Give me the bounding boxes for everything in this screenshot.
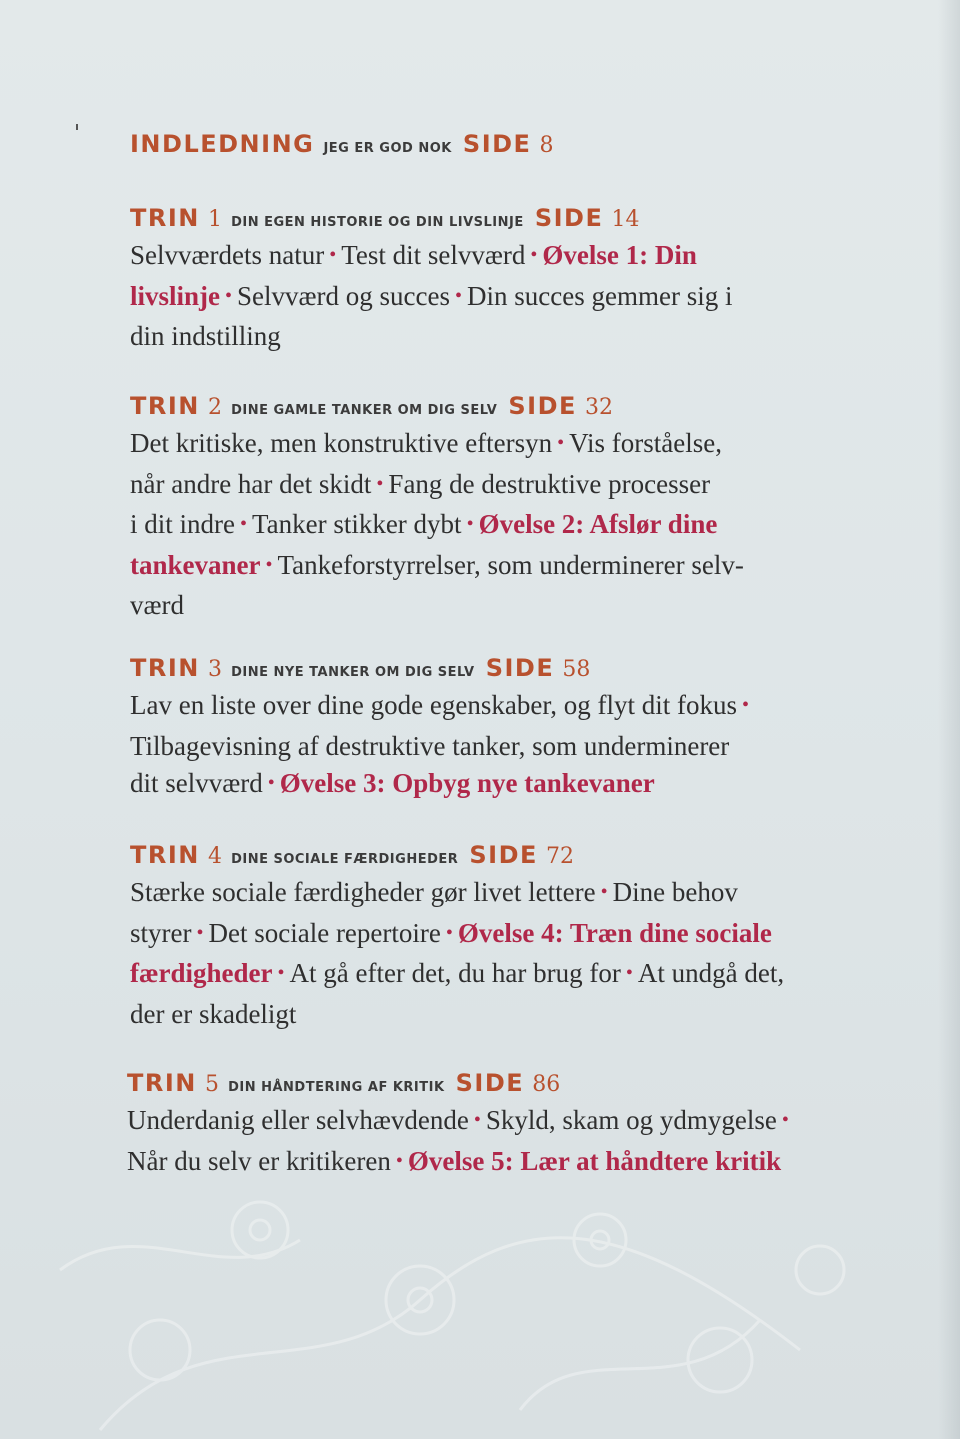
side-label: SIDE <box>455 1069 525 1097</box>
topic: Selvværd og succes <box>237 280 450 311</box>
topic-line <box>130 874 830 915</box>
bullet-separator: • <box>600 881 608 903</box>
bullet-separator: • <box>277 962 285 984</box>
page-number: 14 <box>611 207 640 232</box>
side-label: SIDE <box>508 392 577 420</box>
exercise-topic: færdigheder <box>130 958 273 988</box>
topic: Stærke sociale færdigheder gør livet lettere <box>130 877 596 907</box>
topic: Skyld, skam og ydmygelse <box>485 1105 777 1135</box>
entry-topics <box>130 425 830 625</box>
topic-line <box>127 1102 827 1143</box>
entry-heading <box>130 206 830 231</box>
topic-line <box>130 687 830 728</box>
entry-heading <box>127 1071 827 1096</box>
topic-line <box>130 506 830 547</box>
bullet-separator: • <box>557 432 565 454</box>
topic: At gå efter det, du har brug for <box>289 958 621 988</box>
exercise-topic: tankevaner <box>130 549 261 580</box>
bullet-separator: • <box>742 694 750 716</box>
topic: Selvværdets natur <box>130 240 325 270</box>
topic-line <box>130 587 830 625</box>
exercise-topic: Øvelse 1: Din <box>542 240 697 270</box>
bullet-separator: • <box>625 962 633 984</box>
bullet-separator: • <box>267 772 275 794</box>
entry-topics <box>130 237 830 356</box>
section-title: DIN HÅNDTERING AF KRITIK <box>228 1080 445 1095</box>
topic: Tilbagevisning af destruktive tanker, som underminerer <box>130 730 730 761</box>
toc-entry-trin-5 <box>127 1071 827 1183</box>
topic-line <box>130 728 830 766</box>
toc-entry-trin-4 <box>130 843 830 1033</box>
topic: At undgå det, <box>637 958 785 988</box>
exercise-topic: livslinje <box>130 280 221 311</box>
topic: i dit indre <box>130 509 235 539</box>
trin-label: TRIN <box>130 204 200 232</box>
bullet-separator: • <box>239 513 247 535</box>
topic-line <box>130 237 830 278</box>
entry-heading <box>130 656 830 681</box>
topic: Det kritiske, men konstruktive eftersyn <box>130 428 553 458</box>
bullet-separator: • <box>466 513 474 535</box>
exercise-topic: Øvelse 4: Træn dine sociale <box>457 917 772 948</box>
side-label: SIDE <box>534 204 604 232</box>
entry-topics <box>130 874 830 1033</box>
topic: der er skadeligt <box>130 998 297 1029</box>
topic: styrer <box>130 917 192 948</box>
topic: Når du selv er kritikeren <box>127 1145 391 1176</box>
page-number: 32 <box>584 395 613 420</box>
entry-heading <box>130 843 830 868</box>
bullet-separator: • <box>196 921 204 944</box>
bullet-separator: • <box>225 284 233 307</box>
trin-number: 5 <box>204 1072 219 1097</box>
topic: værd <box>130 590 184 620</box>
page-number: 86 <box>532 1072 561 1097</box>
print-mark <box>76 124 78 130</box>
exercise-topic: Øvelse 5: Lær at håndtere kritik <box>407 1145 782 1176</box>
topic: Tankeforstyrrelser, som underminerer selv- <box>277 549 744 580</box>
bullet-separator: • <box>395 1149 403 1172</box>
topic-line <box>130 955 830 996</box>
bullet-separator: • <box>329 244 337 266</box>
bullet-separator: • <box>781 1109 789 1131</box>
section-title: JEG ER GOD NOK <box>323 141 452 156</box>
topic: Underdanig eller selvhævdende <box>127 1105 469 1135</box>
section-label: INDLEDNING <box>130 130 315 158</box>
trin-label: TRIN <box>130 654 200 682</box>
toc-entry-intro <box>130 132 830 157</box>
topic: Test dit selvværd <box>341 240 526 270</box>
trin-number: 3 <box>207 657 222 682</box>
page-number: 8 <box>539 133 554 158</box>
floral-ornament <box>0 1150 960 1439</box>
section-title: DINE GAMLE TANKER OM DIG SELV <box>231 403 498 418</box>
topic: Dine behov <box>612 877 738 907</box>
toc-entry-trin-1 <box>130 206 830 356</box>
section-title: DIN EGEN HISTORIE OG DIN LIVSLINJE <box>231 215 524 230</box>
bullet-separator: • <box>473 1109 481 1131</box>
topic-line <box>130 278 830 319</box>
entry-heading <box>130 132 830 157</box>
topic-line <box>130 466 830 507</box>
exercise-topic: Øvelse 3: Opbyg nye tankevaner <box>279 768 655 798</box>
topic: Det sociale repertoire <box>208 917 441 948</box>
entry-topics <box>130 687 830 806</box>
bullet-separator: • <box>530 244 538 266</box>
topic: dit selvværd <box>130 768 263 798</box>
topic-line <box>130 996 830 1034</box>
trin-number: 2 <box>207 395 222 420</box>
trin-number: 1 <box>207 207 222 232</box>
trin-label: TRIN <box>130 841 200 869</box>
topic-line <box>127 1143 827 1184</box>
bullet-separator: • <box>265 553 273 576</box>
bullet-separator: • <box>445 921 453 944</box>
topic: Vis forståelse, <box>569 428 723 458</box>
topic-line <box>130 547 830 588</box>
topic-line <box>130 765 830 806</box>
trin-label: TRIN <box>127 1069 197 1097</box>
page-number: 58 <box>562 657 591 682</box>
section-title: DINE NYE TANKER OM DIG SELV <box>231 665 475 680</box>
bullet-separator: • <box>376 472 384 495</box>
page-number: 72 <box>545 844 574 869</box>
side-label: SIDE <box>469 841 538 869</box>
side-label: SIDE <box>485 654 555 682</box>
trin-number: 4 <box>207 844 222 869</box>
topic: Fang de destruktive processer <box>388 468 711 499</box>
topic: når andre har det skidt <box>130 468 372 499</box>
toc-entry-trin-2 <box>130 394 830 625</box>
exercise-topic: Øvelse 2: Afslør dine <box>478 509 718 539</box>
topic-line <box>130 915 830 956</box>
side-label: SIDE <box>462 130 532 158</box>
topic: Lav en liste over dine gode egenskaber, og flyt dit fokus <box>130 690 737 720</box>
toc-entry-trin-3 <box>130 656 830 806</box>
entry-topics <box>127 1102 827 1183</box>
topic: Tanker stikker dybt <box>252 509 462 539</box>
section-title: DINE SOCIALE FÆRDIGHEDER <box>231 852 459 867</box>
topic: din indstilling <box>130 321 281 351</box>
topic: Din succes gemmer sig i <box>467 280 733 311</box>
entry-heading <box>130 394 830 419</box>
trin-label: TRIN <box>130 392 200 420</box>
topic-line <box>130 318 830 356</box>
bullet-separator: • <box>455 284 463 307</box>
topic-line <box>130 425 830 466</box>
